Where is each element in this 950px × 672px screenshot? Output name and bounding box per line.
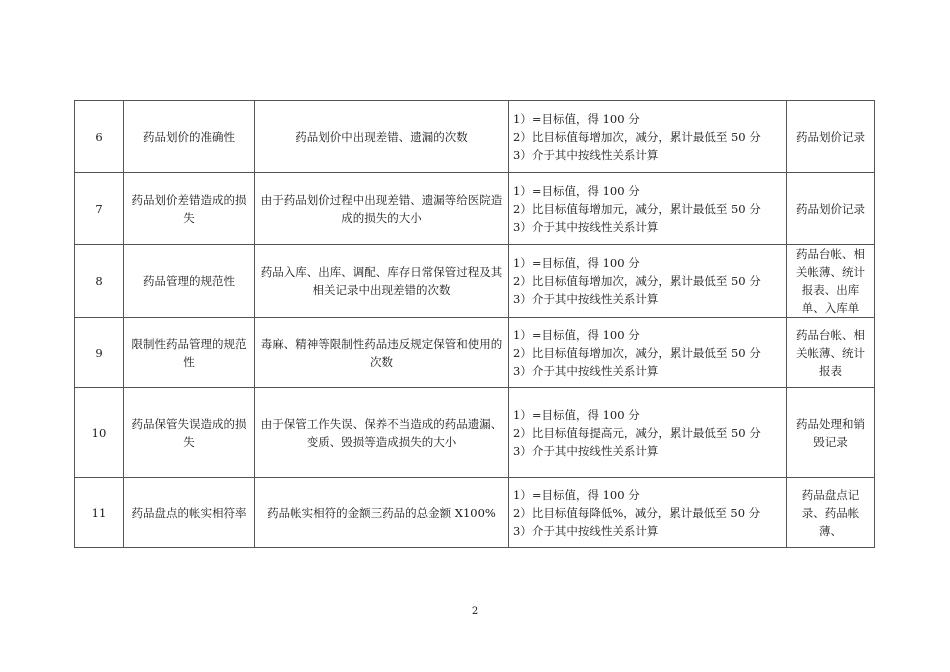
row-number: 8 — [75, 245, 124, 318]
scoring-standard — [509, 388, 787, 478]
scoring-line: 2）比目标值每降低%，减分，累计最低至 50 分 — [513, 505, 761, 520]
data-source: 药品处理和销毁记录 — [787, 388, 875, 478]
scoring-line: 2）比目标值每增加次，减分，累计最低至 50 分 — [513, 274, 761, 288]
table-row — [75, 101, 875, 173]
row-number: 11 — [75, 478, 124, 548]
row-number: 10 — [75, 388, 124, 478]
scoring-standard — [509, 478, 787, 548]
scoring-line: 2）比目标值每提高元，减分，累计最低至 50 分 — [513, 425, 761, 440]
row-number: 6 — [75, 101, 124, 173]
indicator-name: 药品管理的规范性 — [124, 245, 255, 318]
kpi-table — [74, 100, 875, 548]
scoring-standard — [509, 318, 787, 388]
indicator-definition: 药品划价中出现差错、遗漏的次数 — [255, 101, 509, 173]
indicator-name: 药品保管失误造成的损失 — [124, 388, 255, 478]
data-source: 药品盘点记录、药品帐薄、 — [787, 478, 875, 548]
page-number: 2 — [471, 606, 479, 617]
indicator-name: 药品划价差错造成的损失 — [124, 173, 255, 245]
scoring-line: 2）比目标值每增加次，减分，累计最低至 50 分 — [513, 345, 761, 360]
scoring-line: 1）=目标值，得 100 分 — [513, 183, 640, 198]
data-source: 药品台帐、相关帐薄、统计报表、出库单、入库单 — [787, 245, 875, 318]
table-row — [75, 173, 875, 245]
indicator-name: 药品划价的准确性 — [124, 101, 255, 173]
indicator-definition: 由于药品划价过程中出现差错、遗漏等给医院造成的损失的大小 — [255, 173, 509, 245]
row-number: 7 — [75, 173, 124, 245]
scoring-line: 3）介于其中按线性关系计算 — [513, 443, 659, 458]
scoring-line: 1）=目标值，得 100 分 — [513, 327, 640, 342]
table-row — [75, 318, 875, 388]
data-source: 药品台帐、相关帐薄、统计报表 — [787, 318, 875, 388]
indicator-name: 限制性药品管理的规范性 — [124, 318, 255, 388]
scoring-standard — [509, 245, 787, 318]
table-row — [75, 388, 875, 478]
scoring-line: 3）介于其中按线性关系计算 — [513, 219, 659, 234]
indicator-definition: 药品帐实相符的金额三药品的总金额 X100% — [255, 478, 509, 548]
scoring-line: 3）介于其中按线性关系计算 — [513, 147, 659, 162]
indicator-definition: 药品入库、出库、调配、库存日常保管过程及其相关记录中出现差错的次数 — [255, 245, 509, 318]
scoring-line: 1）=目标值，得 100 分 — [513, 487, 640, 502]
data-source: 药品划价记录 — [787, 173, 875, 245]
indicator-definition: 由于保管工作失误、保养不当造成的药品遗漏、变质、毁损等造成损失的大小 — [255, 388, 509, 478]
table-row — [75, 478, 875, 548]
table-row — [75, 245, 875, 318]
scoring-standard — [509, 101, 787, 173]
scoring-line: 1）=目标值，得 100 分 — [513, 407, 640, 422]
indicator-name: 药品盘点的帐实相符率 — [124, 478, 255, 548]
scoring-line: 1）=目标值，得 100 分 — [513, 111, 640, 126]
scoring-line: 2）比目标值每增加元，减分，累计最低至 50 分 — [513, 201, 761, 216]
data-source: 药品划价记录 — [787, 101, 875, 173]
scoring-line: 3）介于其中按线性关系计算 — [513, 523, 659, 538]
scoring-line: 2）比目标值每增加次，减分，累计最低至 50 分 — [513, 129, 761, 144]
scoring-line: 3）介于其中按线性关系计算 — [513, 292, 659, 306]
indicator-definition: 毒麻、精神等限制性药品违反规定保管和使用的次数 — [255, 318, 509, 388]
scoring-line: 3）介于其中按线性关系计算 — [513, 363, 659, 378]
scoring-line: 1）=目标值，得 100 分 — [513, 256, 640, 270]
row-number: 9 — [75, 318, 124, 388]
scoring-standard — [509, 173, 787, 245]
